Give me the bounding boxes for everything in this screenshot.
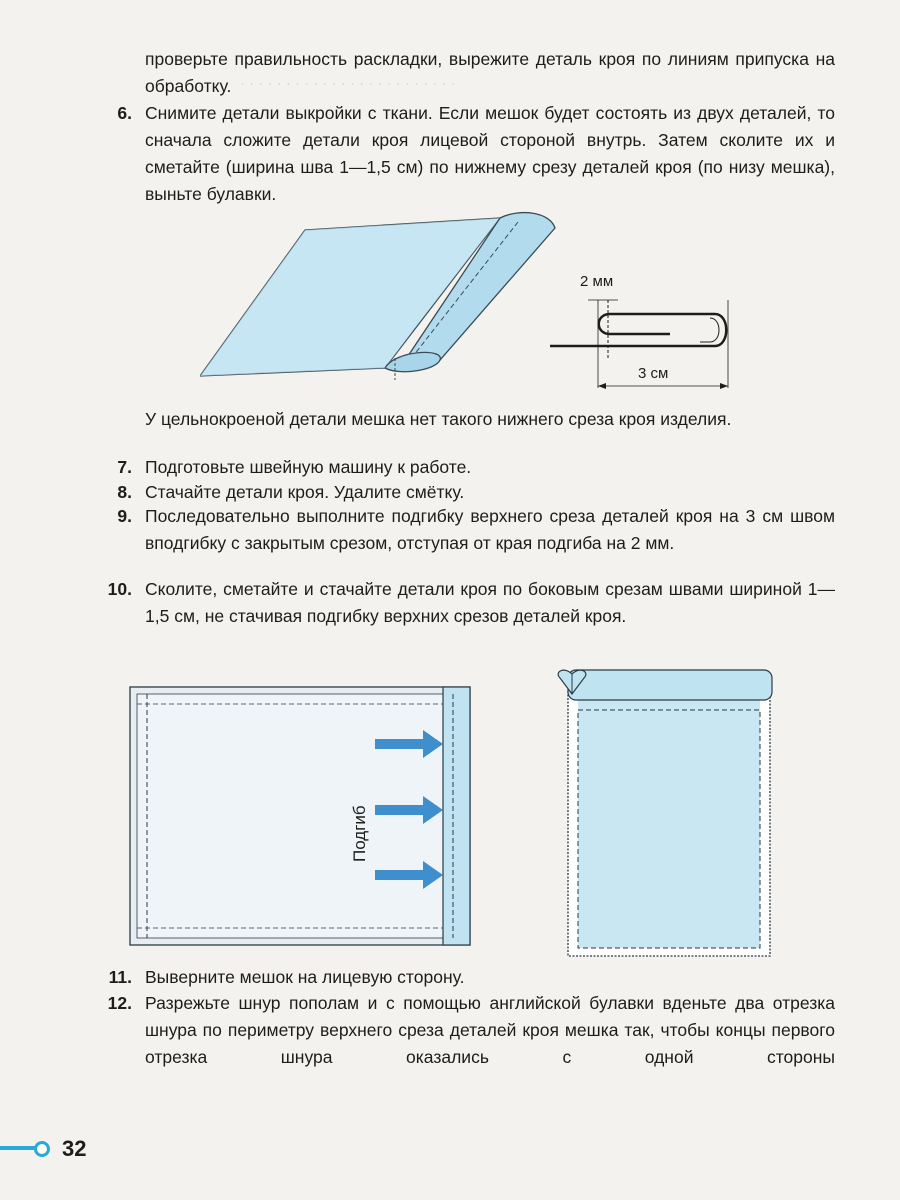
hem-cross-section	[550, 273, 728, 389]
continuation-text: проверьте правильность раскладки, вырежите деталь кроя по линиям припуска на обработку.	[145, 49, 835, 96]
label-2mm: 2 мм	[580, 273, 614, 290]
step-number: 9.	[117, 506, 132, 526]
step-number: 11.	[108, 967, 132, 987]
footer-accent-line	[0, 1146, 36, 1150]
step-text: Последовательно выполните подгибку верхнего среза деталей кроя на 3 см швом вподгибку с закрытым срезом, отступая от края подгиба на 2 мм.	[145, 506, 835, 553]
step-text: Разрежьте шнур пополам и с помощью английской булавки вденьте два отрезка шнура по периметру верхнего среза деталей кроя мешка так, чтобы концы первого отрезка шнура оказались с одной стороны	[145, 993, 835, 1067]
label-fold: Подгиб	[350, 805, 369, 862]
step-number: 6.	[117, 103, 132, 123]
step-text: Выверните мешок на лицевую сторону.	[145, 967, 465, 987]
page-number: 32	[62, 1136, 87, 1161]
bag-hem	[568, 670, 772, 700]
bag-body	[578, 698, 760, 948]
footer-dot-icon	[34, 1141, 50, 1157]
step-number: 10.	[107, 579, 132, 599]
step-text: Снимите детали выкройки с ткани. Если мешок будет состоять из двух деталей, то сначала сложите детали кроя лицевой стороной внутрь. Затем сколите их и сметайте (ширина шва 1—1,5 см) по нижнему срезу деталей кроя (по низу мешка), выньте булавки.	[145, 103, 835, 204]
step-text: Подготовьте швейную машину к работе.	[145, 457, 472, 477]
hem-strip	[443, 687, 470, 945]
note-text: У цельнокроеной детали мешка нет такого нижнего среза кроя изделия.	[145, 409, 732, 429]
bleed-through-text: · · · · · · · · · · · · · · · · · · · · · · · ·	[240, 75, 456, 92]
hem-fold-figure	[200, 200, 740, 405]
label-3cm: 3 см	[638, 365, 669, 382]
step-number: 7.	[117, 457, 132, 477]
step-number: 8.	[117, 482, 132, 502]
step-number: 12.	[107, 993, 132, 1013]
bag-figure	[550, 664, 785, 962]
step-text: Сколите, сметайте и стачайте детали кроя по боковым срезам швами шириной 1—1,5 см, не стачивая подгибку верхних срезов деталей кроя.	[145, 579, 835, 626]
step-text: Стачайте детали кроя. Удалите смётку.	[145, 482, 465, 502]
side-seam-figure	[125, 682, 480, 950]
